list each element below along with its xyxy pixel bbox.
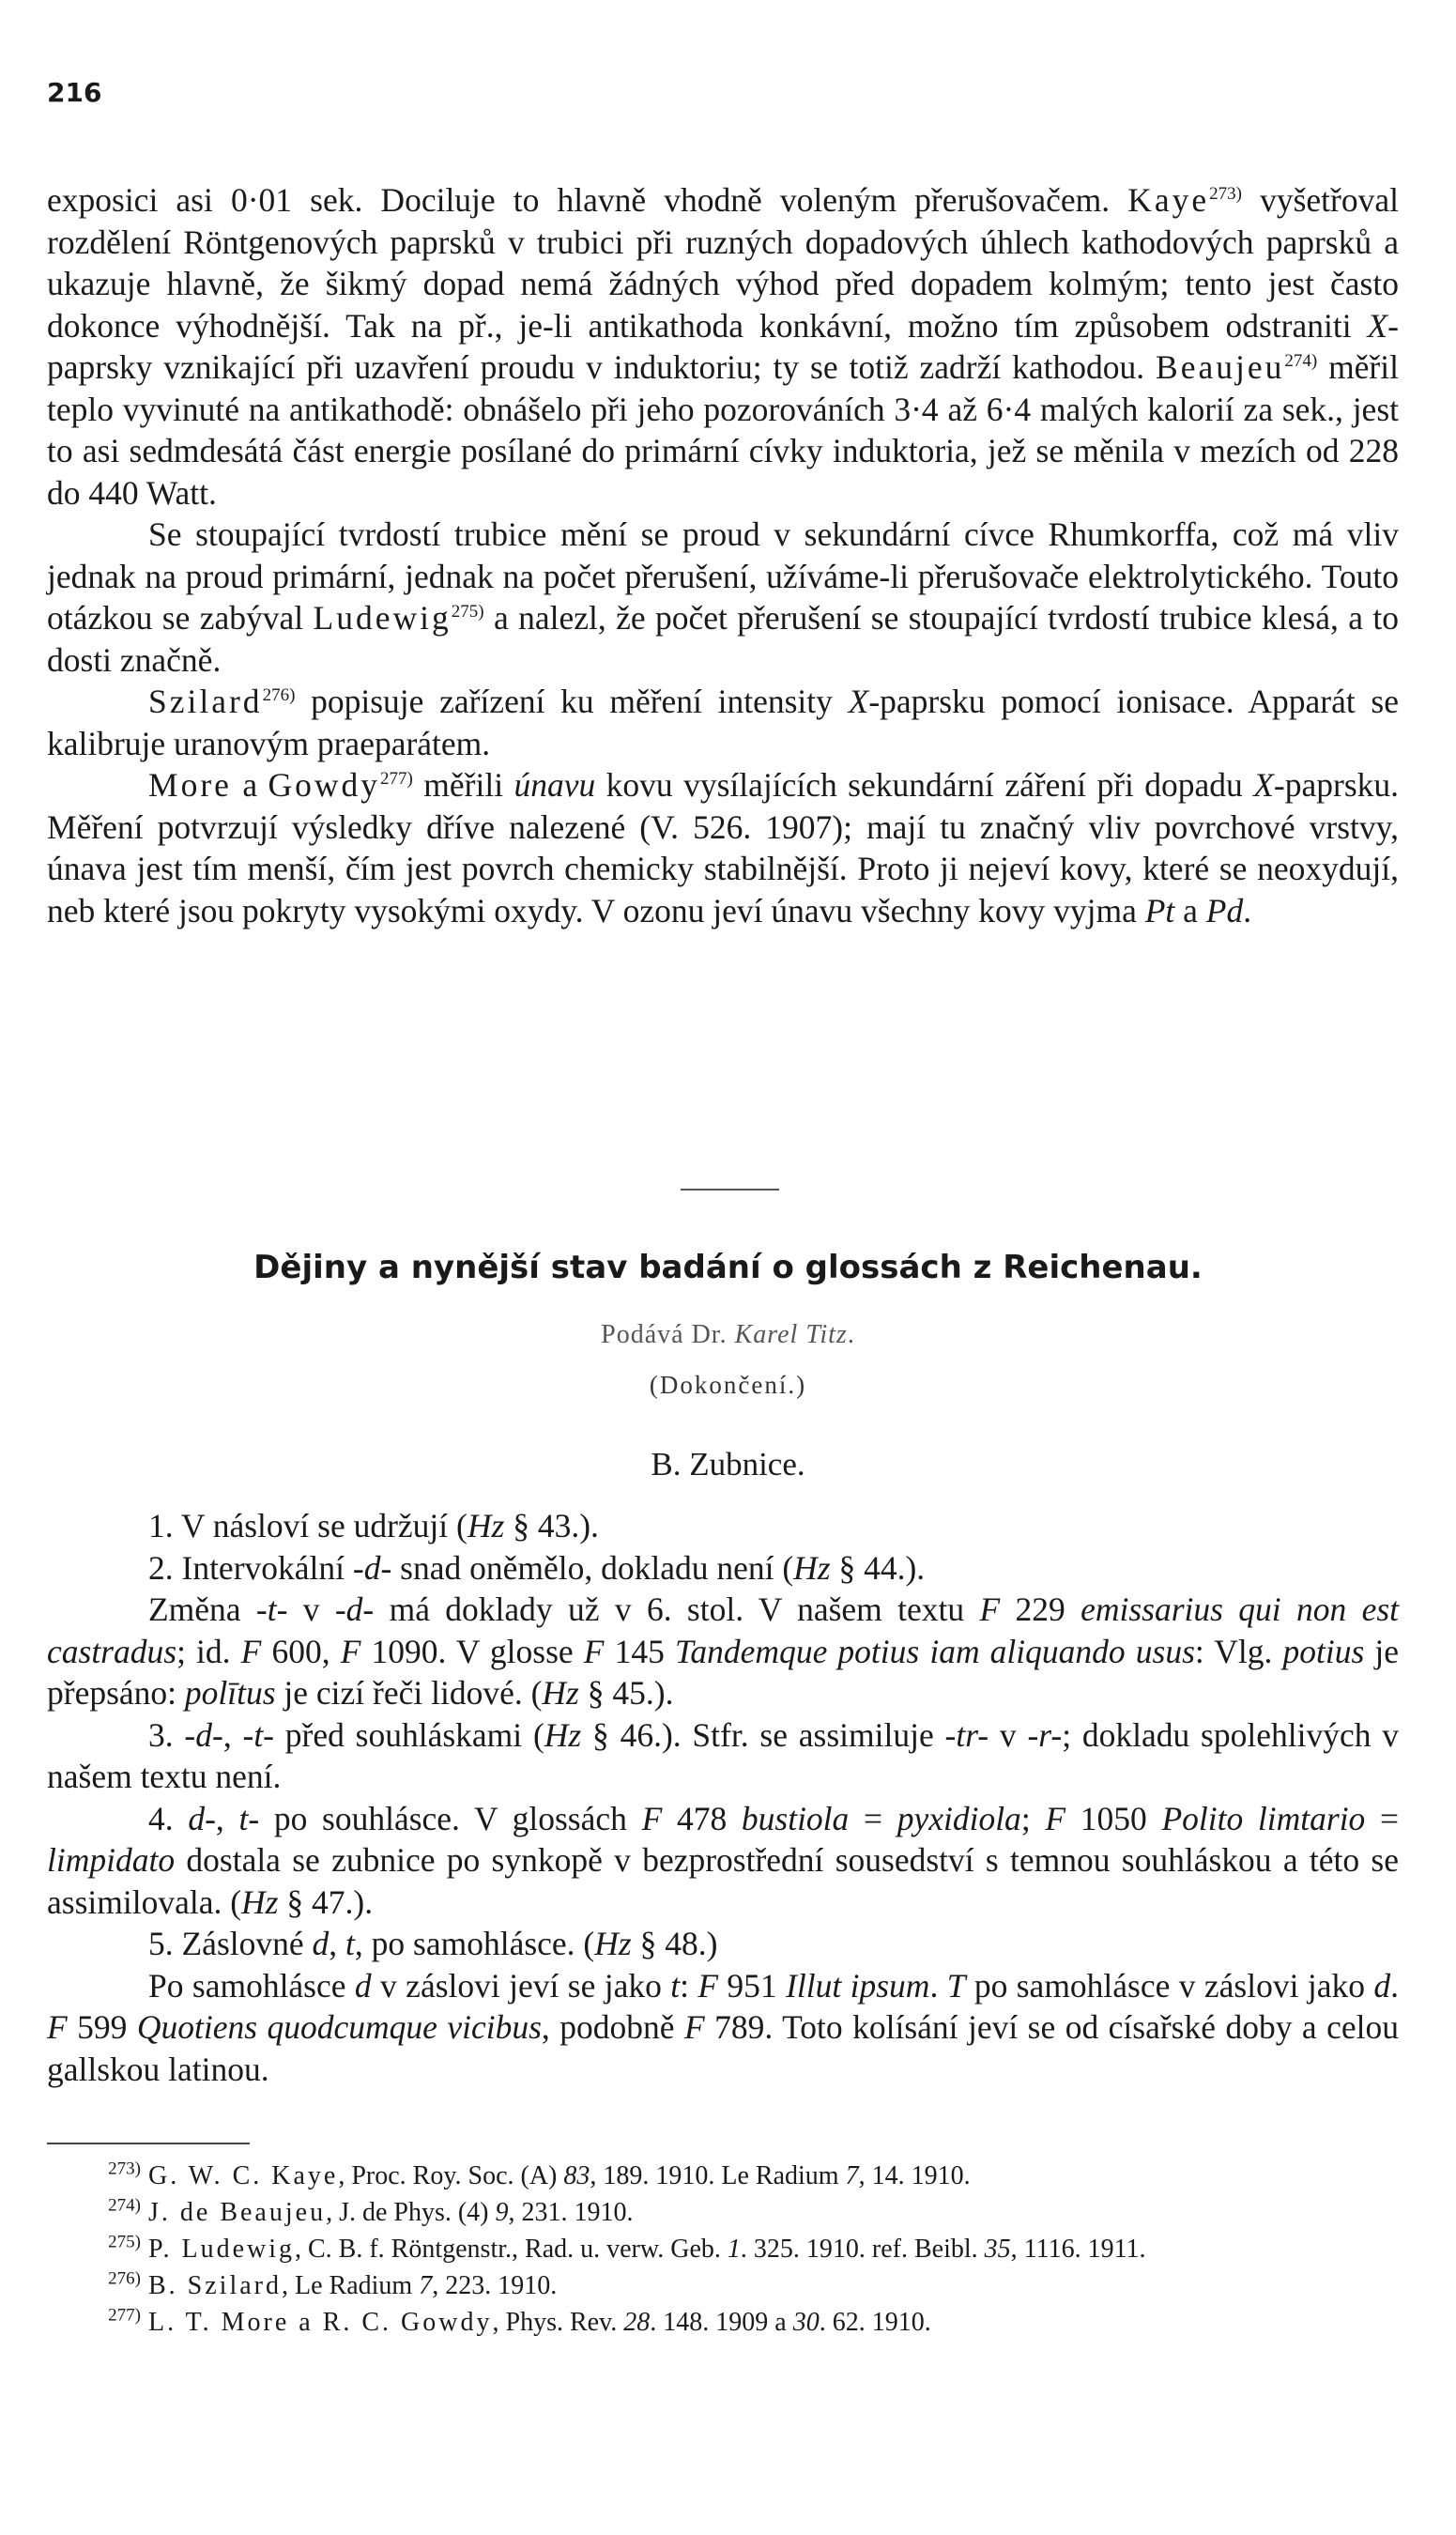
author-name: Gowdy xyxy=(268,766,381,804)
page-number: 216 xyxy=(47,77,102,108)
body-text-lower xyxy=(47,1505,1399,2090)
continuation-note: (Dokončení.) xyxy=(649,1371,807,1399)
list-item: 5. Záslovné d, t, po samohlásce. (Hz § 48.) xyxy=(148,1925,718,1962)
list-item: Změna -t- v -d- má doklady už v 6. stol. V našem textu F 229 emissarius qui non est castradus; id. F 600, F 1090. V glosse F 145 Tandemque potius iam aliquando usus: Vlg. potius je přepsáno: polītus je cizí řeči lidové. (Hz § 45.). xyxy=(47,1590,1400,1712)
paragraph-kaye: exposici asi 0·01 sek. Dociluje to hlavně vhodně voleným přerušovačem. Kaye$^{273)}$ vyšetřoval rozdělení Röntgenových paprsků v trubici při ruzných dopadových úhlech kathodových paprsků a ukazuje hlavně, že šikmý dopad nemá žádných výhod před dopadem kolmým; tento jest často dokonce výhodnější. Tak na př., je-li antikathoda konkávní, možno tím způsobem odstraniti X-paprsky vznikající při uzavření proudu v induktoriu; ty se totiž zadrží kathodou. Beaujeu$^{274)}$ měřil teplo vyvinuté na antikathodě: obnášelo při jeho pozorováních 3·4 až 6·4 malých kalorií za sek., jest to asi sedmdesátá část energie posílané do primární cívky induktoria, jež se měnila v mezích od 228 do 440 Watt. xyxy=(47,181,1399,512)
paragraph-szilard: Szilard$^{276)}$ popisuje zařízení ku měření intensity X-paprsku pomocí ionisace. Apparát se kalibruje uranovým praeparátem. xyxy=(47,683,1399,762)
footnote-ref: 273) xyxy=(1209,184,1242,205)
article-byline: Podává Dr. Karel Titz. xyxy=(601,1320,855,1349)
footnote: $^{274)}$ J. de Beaujeu, J. de Phys. (4) 9, 231. 1910. xyxy=(108,2195,634,2227)
author-name: Beaujeu xyxy=(1156,348,1285,386)
body-text-upper xyxy=(47,179,1399,931)
footnote: $^{275)}$ P. Ludewig, C. B. f. Röntgenstr., Rad. u. verw. Geb. 1. 325. 1910. ref. Beibl. 35, 1116. 1911. xyxy=(108,2232,1146,2264)
list-item: 3. -d-, -t- před souhláskami (Hz § 46.). Stfr. se assimiluje -tr- v -r-; dokladu spolehlivých v našem textu není. xyxy=(47,1715,1400,1795)
list-item: 4. d-, t- po souhlásce. V glossách F 478 bustiola = pyxidiola; F 1050 Polito limtario = limpidato dostala se zubnice po synkopě v bezprostřední sousedství s temnou souhláskou a této se assimilovala. (Hz § 47.). xyxy=(47,1799,1400,1921)
footnote-ref: 276) xyxy=(262,685,296,706)
list-item: 2. Intervokální -d- snad oněmělo, dokladu není (Hz § 44.). xyxy=(148,1548,926,1587)
footnote: $^{276)}$ B. Szilard, Le Radium 7, 223. 1910. xyxy=(108,2268,558,2300)
author-name: More xyxy=(148,766,232,804)
list-item: Po samohlásce d v záslovi jeví se jako t: F 951 Illut ipsum. T po samohlásce v záslovi jako d. F 599 Quotiens quodcumque vicibus, podobně F 789. Toto kolísání jeví se od císařské doby a celou gallskou latinou. xyxy=(47,1966,1399,2088)
footnote: $^{273)}$ G. W. C. Kaye, Proc. Roy. Soc. (A) 83, 189. 1910. Le Radium 7, 14. 1910. xyxy=(108,2159,971,2190)
footnote-ref: 275) xyxy=(451,602,484,622)
footnote-ref: 277) xyxy=(380,769,413,790)
list-item: 1. V násloví se udržují (Hz § 43.). xyxy=(148,1507,599,1544)
footnote: $^{277)}$ L. T. More a R. C. Gowdy, Phys. Rev. 28. 148. 1909 a 30. 62. 1910. xyxy=(108,2305,931,2337)
footnotes xyxy=(47,2158,1399,2341)
footnote-rule xyxy=(47,2143,250,2144)
paragraph-rhumkorff: Se stoupající tvrdostí trubice mění se proud v sekundární cívce Rhumkorffa, což má vliv jednak na proud primární, jednak na počet přerušení, užíváme-li přerušovače elektrolytického. Touto otázkou se zabýval Ludewig$^{275)}$ a nalezl, že počet přerušení se stoupající tvrdostí trubice klesá, a to dosti značně. xyxy=(47,515,1399,679)
author-name: Karel Titz xyxy=(734,1320,848,1349)
author-name: Szilard xyxy=(148,683,263,720)
paragraph-more-gowdy: More a Gowdy$^{277)}$ měřili únavu kovu vysílajících sekundární záření při dopadu X-paprsku. Měření potvrzují výsledky dříve nalezené (V. 526. 1907); mají tu značný vliv povrchové vrstvy, únava jest tím menší, čím jest povrch chemicky stabilnější. Proto ji nejeví kovy, které se neoxydují, neb které jsou pokryty vysokými oxydy. V ozonu jeví únavu všechny kovy vyjma Pt a Pd. xyxy=(47,766,1400,930)
author-name: Ludewig xyxy=(313,599,452,637)
section-heading: B. Zubnice. xyxy=(651,1446,805,1483)
footnote-ref: 274) xyxy=(1284,351,1318,372)
article-title: Dějiny a nynější stav badání o glossách z Reichenau. xyxy=(253,1249,1203,1286)
author-name: Kaye xyxy=(1127,181,1210,219)
section-separator xyxy=(681,1189,779,1191)
